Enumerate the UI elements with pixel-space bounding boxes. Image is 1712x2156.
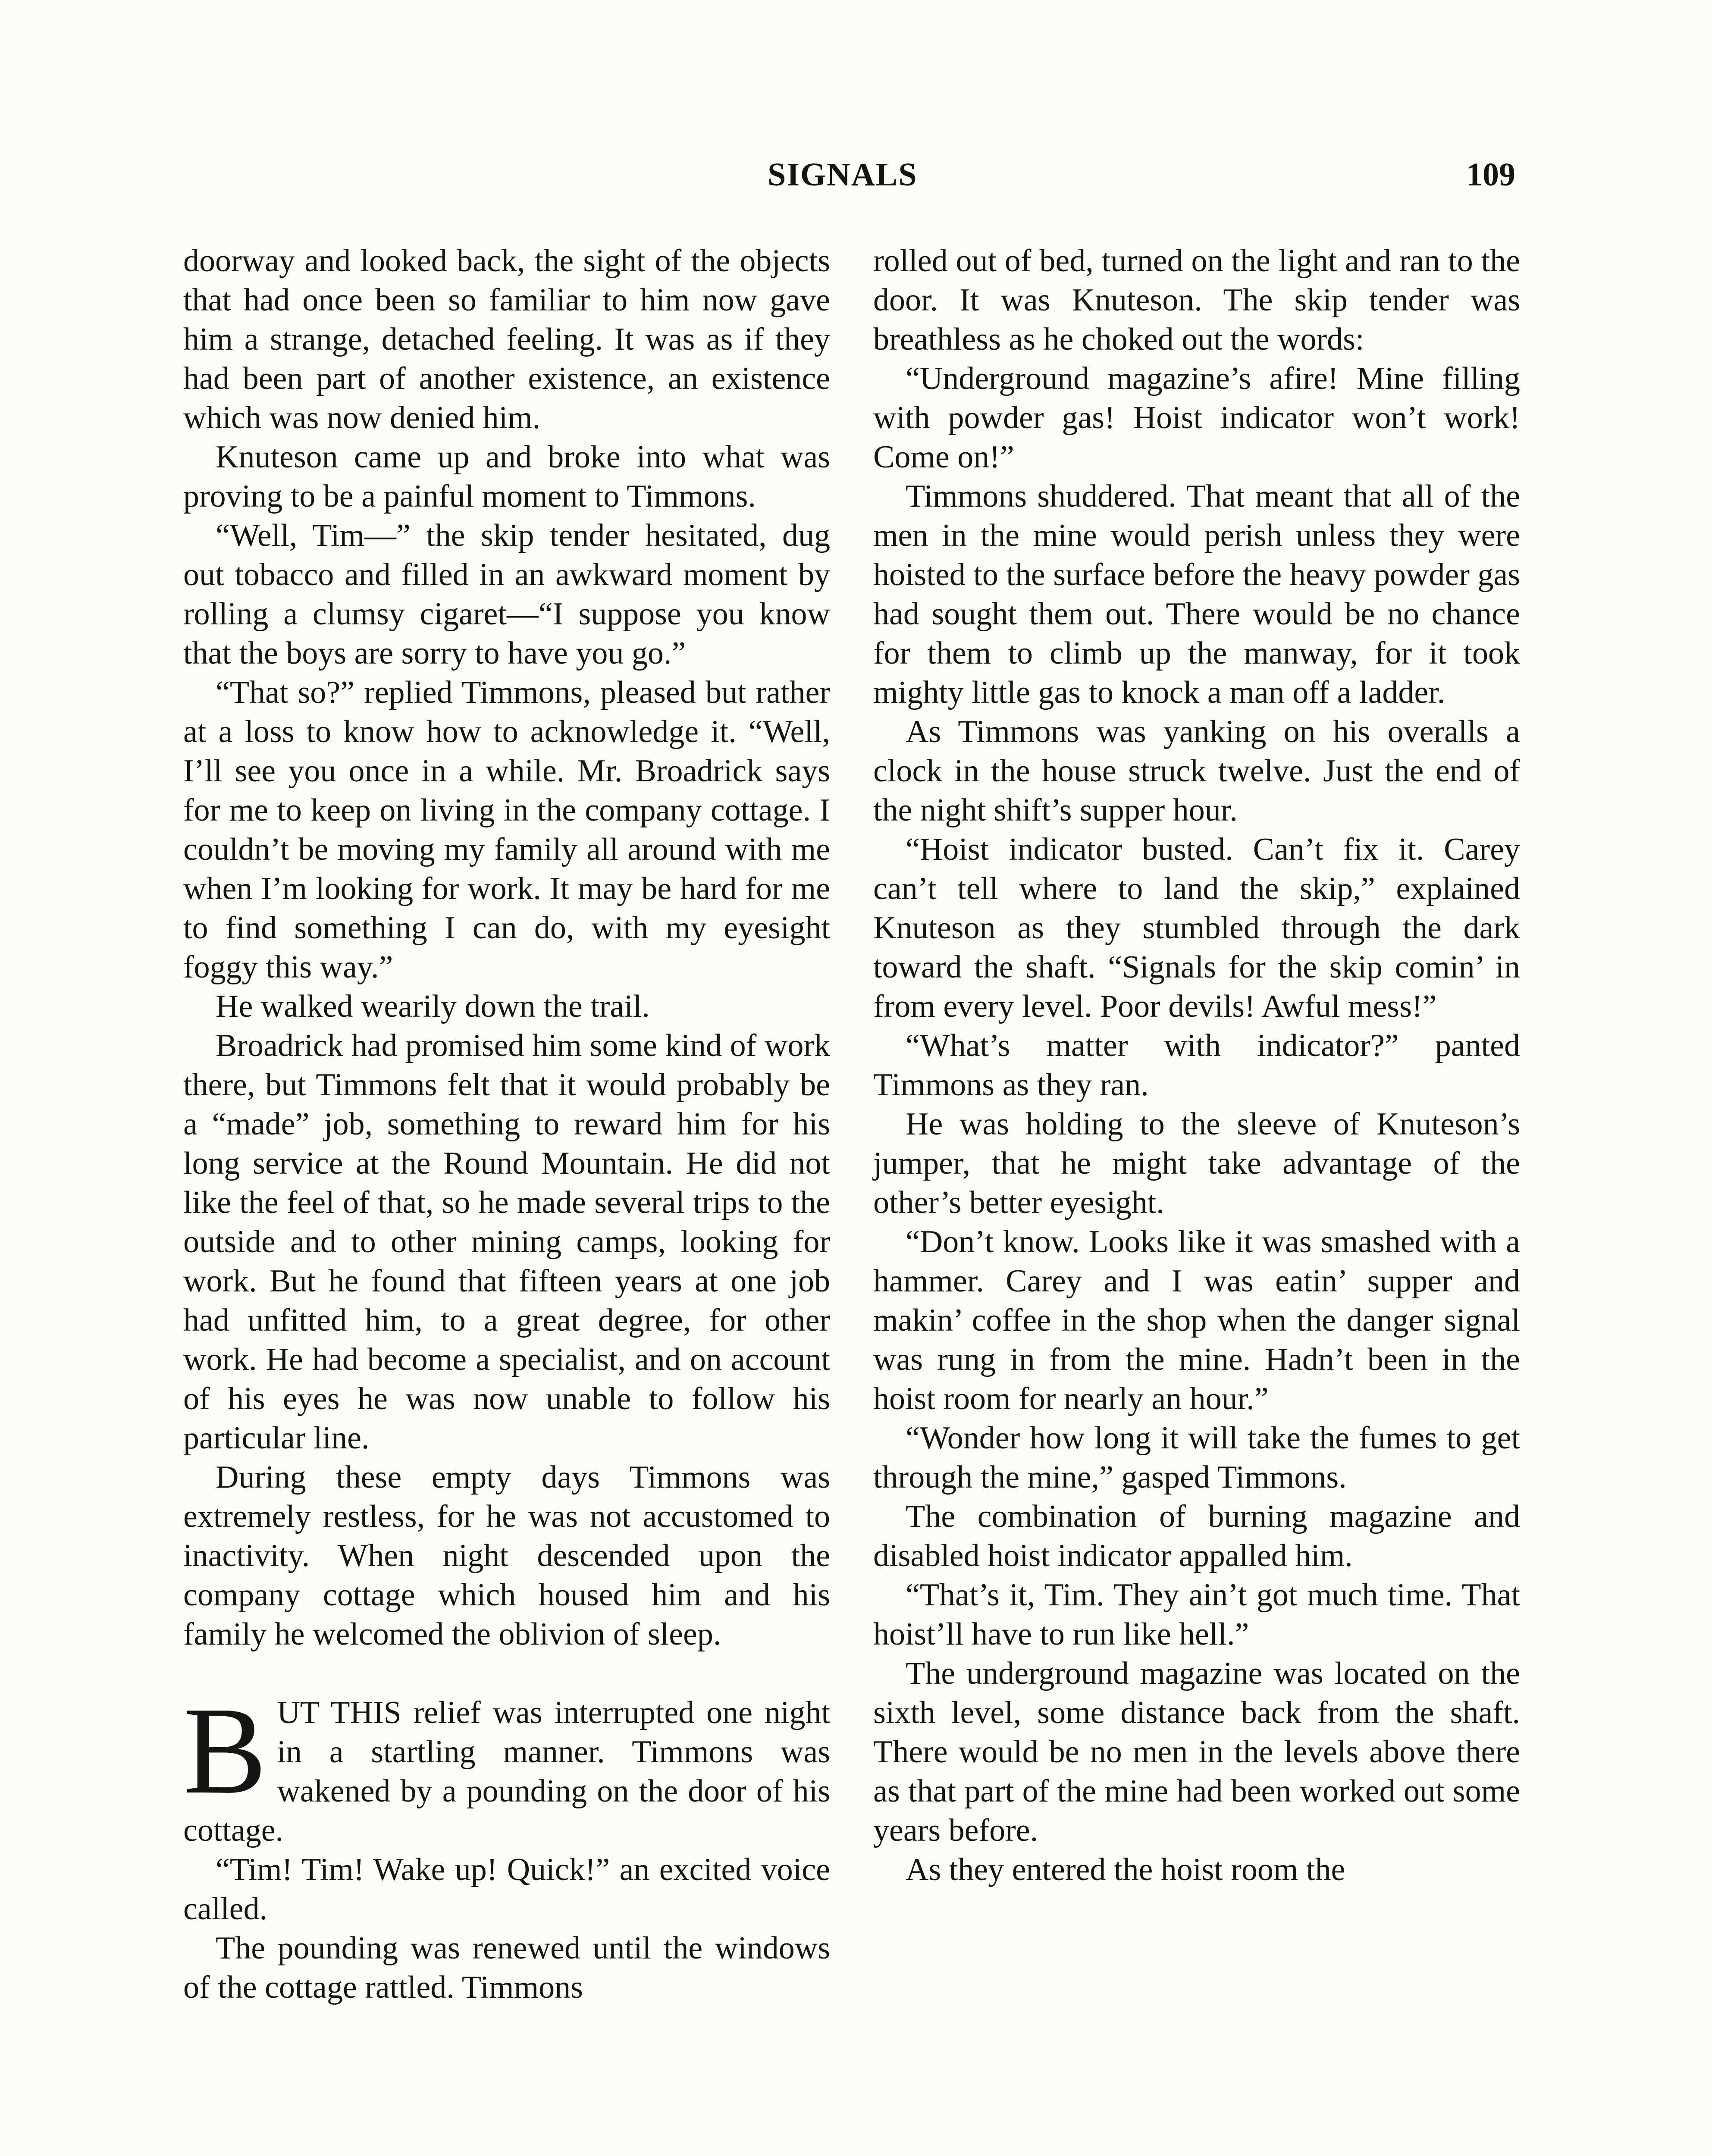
paragraph: “That’s it, Tim. They ain’t got much time. That hoist’ll have to run like hell.”: [873, 1577, 1520, 1652]
running-title: SIGNALS: [768, 157, 918, 193]
left-column: [183, 241, 830, 2007]
paragraph: doorway and looked back, the sight of the objects that had once been so familiar to him now gave him a strange, detached feeling. It was as if they had been part of another existence, an existence which was now denied him.: [183, 243, 830, 436]
paragraph: The pounding was renewed until the windows of the cottage rattled. Timmons: [183, 1930, 830, 2005]
section-break: [183, 1654, 830, 1693]
paragraph: As Timmons was yanking on his overalls a clock in the house struck twelve. Just the end of the night shift’s supper hour.: [873, 714, 1520, 828]
dropcap-paragraph: [183, 1681, 830, 1850]
paragraph: “Well, Tim—” the skip tender hesitated, dug out tobacco and filled in an awkward moment by rolling a clumsy cigaret—“I suppose you know that the boys are sorry to have you go.”: [183, 518, 830, 671]
page-number: 109: [1466, 157, 1515, 193]
paragraph: The combination of burning magazine and disabled hoist indicator appalled him.: [873, 1499, 1520, 1573]
paragraph: He walked wearily down the trail.: [216, 989, 650, 1024]
paragraph: During these empty days Timmons was extremely restless, for he was not accustomed to inactivity. When night descended upon the company cottage which housed him and his family he welcomed the oblivion of sleep.: [183, 1460, 830, 1652]
paragraph: “Hoist indicator busted. Can’t fix it. Carey can’t tell where to land the skip,” explained Knuteson as they stumbled through the dark toward the shaft. “Signals for the skip comin’ in from every level. Poor devils! Awful mess!”: [873, 832, 1520, 1024]
paragraph: “Underground magazine’s afire! Mine filling with powder gas! Hoist indicator won’t work! Come on!”: [873, 361, 1520, 475]
right-column: [873, 241, 1520, 1890]
paragraph: “Tim! Tim! Wake up! Quick!” an excited voice called.: [183, 1852, 830, 1927]
paragraph: “Don’t know. Looks like it was smashed with a hammer. Carey and I was eatin’ supper and makin’ coffee in the shop when the danger signal was rung in from the mine. Hadn’t been in the hoist room for nearly an hour.”: [873, 1224, 1520, 1416]
paragraph: He was holding to the sleeve of Knuteson’s jumper, that he might take advantage of the other’s better eyesight.: [873, 1106, 1520, 1220]
paragraph: “Wonder how long it will take the fumes to get through the mine,” gasped Timmons.: [873, 1420, 1520, 1495]
paragraph: As they entered the hoist room the: [906, 1852, 1345, 1887]
paragraph: Broadrick had promised him some kind of work there, but Timmons felt that it would probably be a “made” job, something to reward him for his long service at the Round Mountain. He did not like the feel of that, so he made several trips to the outside and to other mining camps, looking for work. But he found that fifteen years at one job had unfitted him, to a great degree, for other work. He had become a specialist, and on account of his eyes he was now unable to follow his particular line.: [183, 1028, 830, 1456]
paragraph-text: UT THIS relief was interrupted one night in a startling manner. Timmons was wakened by a pounding on the door of his cottage.: [183, 1695, 830, 1848]
paragraph: “What’s matter with indicator?” panted Timmons as they ran.: [873, 1028, 1520, 1103]
drop-cap-letter: B: [183, 1681, 267, 1820]
paragraph: Timmons shuddered. That meant that all of the men in the mine would perish unless they were hoisted to the surface before the heavy powder gas had sought them out. There would be no chance for them to climb up the manway, for it took mighty little gas to knock a man off a ladder.: [873, 479, 1520, 710]
paragraph: Knuteson came up and broke into what was proving to be a painful moment to Timmons.: [183, 439, 830, 514]
paragraph: The underground magazine was located on the sixth level, some distance back from the shaft. There would be no men in the levels above there as that part of the mine had been worked out some years before.: [873, 1656, 1520, 1848]
running-head: [0, 156, 1712, 204]
paragraph: rolled out of bed, turned on the light and ran to the door. It was Knuteson. The skip tender was breathless as he choked out the words:: [873, 243, 1520, 357]
paragraph: “That so?” replied Timmons, pleased but rather at a loss to know how to acknowledge it. “Well, I’ll see you once in a while. Mr. Broadrick says for me to keep on living in the company cottage. I couldn’t be moving my family all around with me when I’m looking for work. It may be hard for me to find something I can do, with my eyesight foggy this way.”: [183, 675, 830, 985]
